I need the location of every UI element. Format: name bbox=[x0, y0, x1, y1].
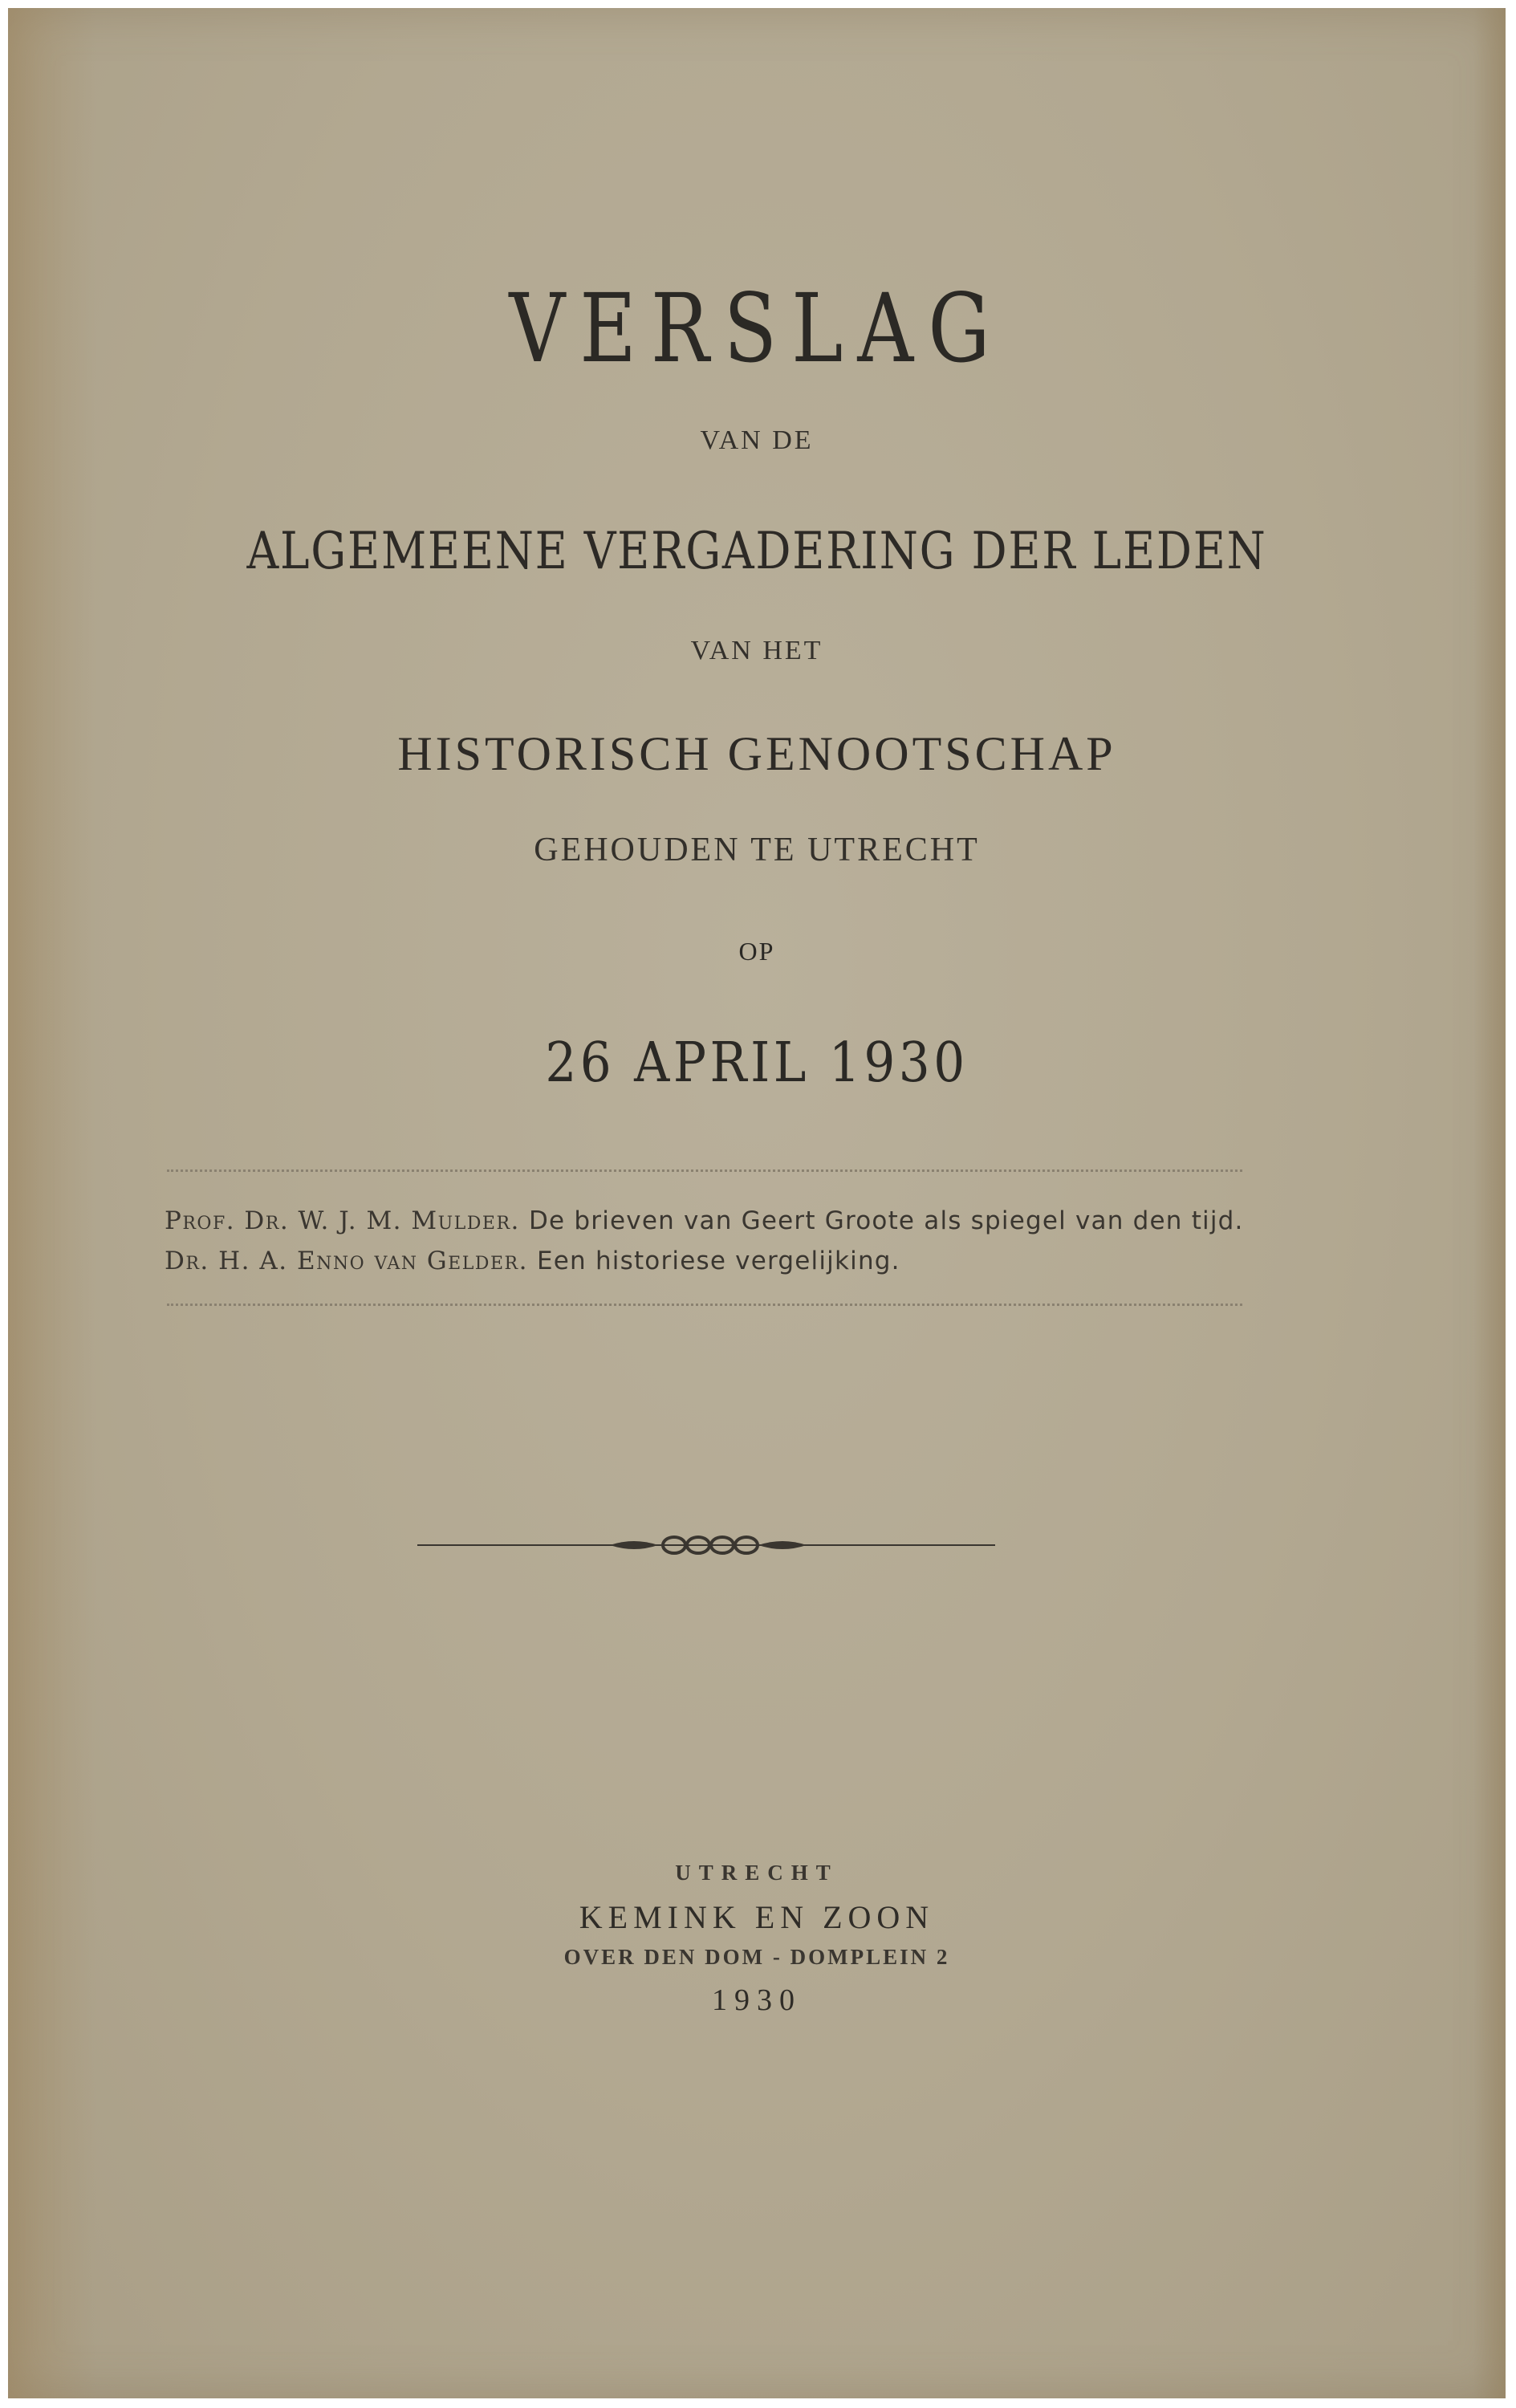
location-line: GEHOUDEN TE UTRECHT bbox=[534, 832, 980, 868]
book-cover bbox=[8, 8, 1506, 2398]
subtitle-van-het: VAN HET bbox=[690, 636, 823, 665]
contents-entry bbox=[165, 1206, 1256, 1235]
meeting-date: 26 APRIL 1930 bbox=[545, 1031, 969, 1095]
contents-entry bbox=[165, 1247, 1256, 1275]
dotted-rule-top bbox=[167, 1169, 1242, 1172]
publisher-name: KEMINK EN ZOON bbox=[579, 1899, 935, 1935]
publisher-address: OVER DEN DOM - DOMPLEIN 2 bbox=[563, 1945, 950, 1969]
contents-title: Een historiese vergelijking. bbox=[536, 1247, 900, 1275]
paper-edge-shading-right bbox=[1473, 8, 1506, 2398]
subtitle-op: OP bbox=[738, 937, 775, 966]
contents-author: Dr. H. A. Enno van Gelder. bbox=[165, 1247, 528, 1275]
ornament-divider-icon bbox=[417, 1529, 995, 1561]
dotted-rule-bottom bbox=[167, 1304, 1242, 1306]
subtitle-van-de: VAN DE bbox=[700, 425, 814, 455]
contents-title: De brieven van Geert Groote als spiegel van den tijd. bbox=[528, 1206, 1244, 1235]
subtitle-algemeene-vergadering: ALGEMEENE VERGADERING DER LEDEN bbox=[246, 522, 1267, 581]
society-name: HISTORISCH GENOOTSCHAP bbox=[397, 727, 1116, 780]
cover-title: VERSLAG bbox=[509, 273, 1005, 384]
publisher-city: UTRECHT bbox=[675, 1861, 839, 1885]
contents-author: Prof. Dr. W. J. M. Mulder. bbox=[165, 1206, 520, 1235]
paper-edge-shading-left bbox=[8, 8, 96, 2398]
publication-year: 1930 bbox=[712, 1983, 802, 2017]
